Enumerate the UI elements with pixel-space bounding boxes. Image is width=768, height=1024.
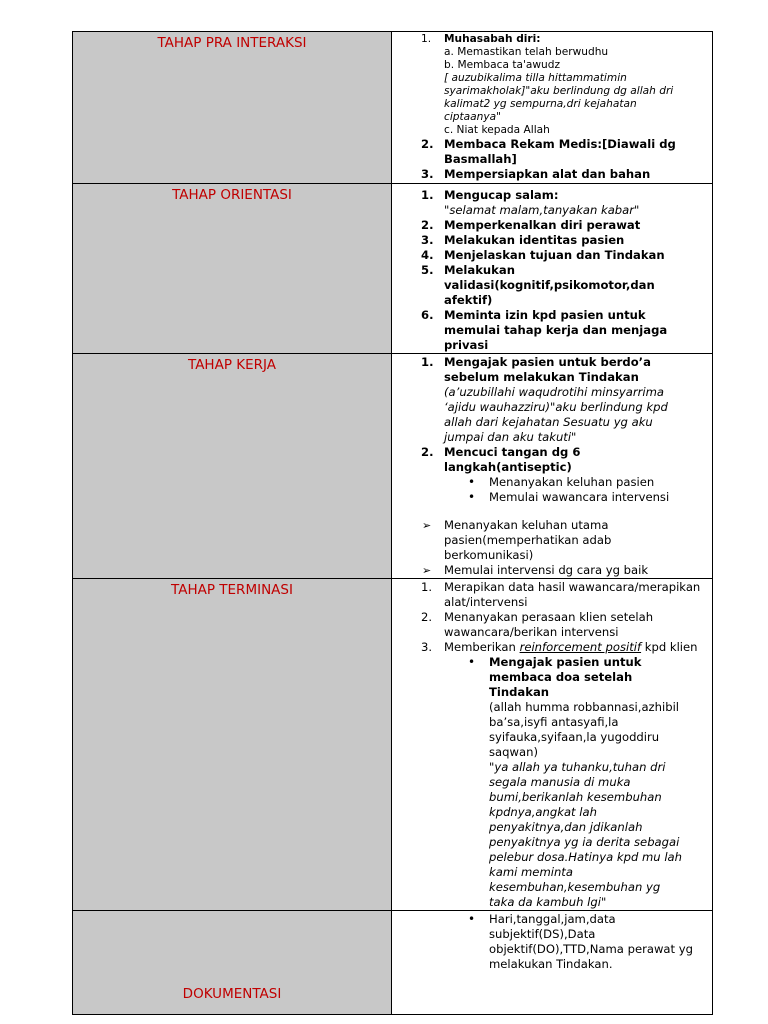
- arrow-text: Memulai intervensi dg cara yg baik: [444, 563, 649, 577]
- stage-label: TAHAP PRA INTERAKSI: [157, 35, 307, 51]
- arrow-item: [392, 518, 712, 563]
- item-emphasis: reinforcement positif: [519, 640, 642, 654]
- bullet-item: [392, 490, 712, 505]
- item-number: 6.: [421, 308, 434, 322]
- stage-cell-kerja: [73, 354, 392, 579]
- item-title: Melakukan identitas pasien: [444, 233, 625, 247]
- item-title: Mengucap salam:: [444, 188, 559, 202]
- list-item: [392, 233, 712, 248]
- item-number: 3.: [421, 233, 434, 247]
- item-number: 2.: [421, 218, 434, 232]
- bullet-item: [392, 912, 712, 972]
- stage-label: TAHAP TERMINASI: [171, 582, 293, 598]
- prayer-transliteration: (allah humma robbannasi,azhibil ba’sa,isyfi antasyafi,la syifauka,syifaan,la yugoddiru saqwan): [489, 700, 680, 759]
- bullet-icon: •: [468, 912, 476, 926]
- table-row-dokumentasi: [73, 911, 713, 1015]
- list-item: [392, 33, 712, 46]
- item-number: 1.: [421, 355, 434, 369]
- spacer: [392, 505, 712, 518]
- content-cell-kerja: [392, 354, 713, 579]
- item-number: 2.: [421, 445, 434, 459]
- bullet-text: Memulai wawancara intervensi: [489, 490, 670, 504]
- list-item: [392, 640, 712, 655]
- list-item: [392, 137, 712, 167]
- arrow-item: [392, 563, 712, 578]
- content-cell-dokumentasi: [392, 911, 713, 1015]
- bullet-title: Mengajak pasien untuk membaca doa setelah Tindakan: [489, 655, 642, 699]
- bullet-icon: •: [468, 475, 476, 489]
- bullet-icon: •: [468, 490, 476, 504]
- procedure-table: [72, 31, 713, 1015]
- list-item: [392, 263, 712, 308]
- item-title: Meminta izin kpd pasien untuk memulai tahap kerja dan menjaga privasi: [444, 308, 668, 352]
- item-title: Mengajak pasien untuk berdo’a sebelum melakukan Tindakan: [444, 355, 651, 384]
- sub-item: b. Membaca ta'awudz: [444, 59, 561, 71]
- content-cell-orientasi: [392, 184, 713, 354]
- list-item: [392, 167, 712, 182]
- arrow-text: Menanyakan keluhan utama pasien(memperhatikan adab berkomunikasi): [444, 518, 612, 562]
- item-title: Mencuci tangan dg 6 langkah(antiseptic): [444, 445, 581, 474]
- item-number: 5.: [421, 263, 434, 277]
- arrow-bullet-icon: ➢: [422, 519, 432, 532]
- item-number: 1.: [421, 33, 432, 45]
- list-item: [392, 610, 712, 640]
- table-row-terminasi: [73, 579, 713, 911]
- item-title: Memperkenalkan diri perawat: [444, 218, 641, 232]
- greeting-text: "selamat malam,tanyakan kabar": [444, 203, 640, 217]
- bullet-icon: •: [468, 655, 476, 669]
- stage-label: TAHAP KERJA: [188, 357, 276, 373]
- item-number: 2.: [421, 610, 433, 624]
- item-number: 3.: [421, 167, 434, 181]
- list-item: [392, 308, 712, 353]
- item-title: Muhasabah diri:: [444, 33, 541, 45]
- stage-cell-dokumentasi: [73, 911, 392, 1015]
- item-title: Mempersiapkan alat dan bahan: [444, 167, 651, 181]
- bullet-item: [392, 475, 712, 490]
- list-item: [392, 355, 712, 385]
- stage-label: DOKUMENTASI: [182, 986, 282, 1002]
- item-number: 1.: [421, 188, 434, 202]
- item-title: Menjelaskan tujuan dan Tindakan: [444, 248, 665, 262]
- table-row-pra-interaksi: [73, 32, 713, 184]
- list-item: [392, 248, 712, 263]
- content-cell-pra-interaksi: [392, 32, 713, 184]
- bullet-item: [392, 655, 712, 910]
- item-number: 2.: [421, 137, 434, 151]
- list-item: [392, 218, 712, 233]
- table-row-kerja: [73, 354, 713, 579]
- item-text: kpd klien: [641, 640, 698, 654]
- bullet-text: Menanyakan keluhan pasien: [489, 475, 655, 489]
- list-item: [392, 445, 712, 475]
- stage-cell-terminasi: [73, 579, 392, 911]
- stage-label: TAHAP ORIENTASI: [172, 187, 292, 203]
- item-number: 4.: [421, 248, 434, 262]
- table-row-orientasi: [73, 184, 713, 354]
- stage-cell-pra-interaksi: [73, 32, 392, 184]
- stage-cell-orientasi: [73, 184, 392, 354]
- list-item: [392, 188, 712, 203]
- arrow-bullet-icon: ➢: [422, 564, 432, 577]
- content-cell-terminasi: [392, 579, 713, 911]
- prayer-text: [ auzubikalima tilla hittammatimin syarimakholak]"aku berlindung dg allah dri kalimat2 yg sempurna,dri kejahatan ciptaanya": [444, 72, 674, 123]
- sub-item: a. Memastikan telah berwudhu: [444, 46, 609, 58]
- bullet-text: Hari,tanggal,jam,data subjektif(DS),Data objektif(DO),TTD,Nama perawat yg melakukan Tindakan.: [489, 912, 693, 971]
- item-text: Merapikan data hasil wawancara/merapikan alat/intervensi: [444, 580, 701, 609]
- prayer-text: (a’uzubillahi waqudrotihi minsyarrima ‘ajidu wauhazziru)"aku berlindung kpd allah dari kejahatan Sesuatu yg aku jumpai dan aku takuti": [444, 385, 668, 444]
- item-text: Memberikan: [444, 640, 520, 654]
- sub-item: c. Niat kepada Allah: [444, 124, 550, 136]
- prayer-translation: "ya allah ya tuhanku,tuhan dri segala manusia di muka bumi,berikanlah kesembuhan kpdnya,angkat lah penyakitnya,dan jdikanlah penyakitnya yg ia derita sebagai pelebur dosa.Hatinya kpd mu lah kami meminta kesembuhan,kesembuhan yg taka da kambuh lgi": [489, 760, 682, 909]
- item-title: Membaca Rekam Medis:[Diawali dg Basmallah]: [444, 137, 676, 166]
- item-title: Melakukan validasi(kognitif,psikomotor,dan afektif): [444, 263, 655, 307]
- item-text: Menanyakan perasaan klien setelah wawancara/berikan intervensi: [444, 610, 654, 639]
- item-number: 3.: [421, 640, 433, 654]
- list-item: [392, 580, 712, 610]
- item-number: 1.: [421, 580, 433, 594]
